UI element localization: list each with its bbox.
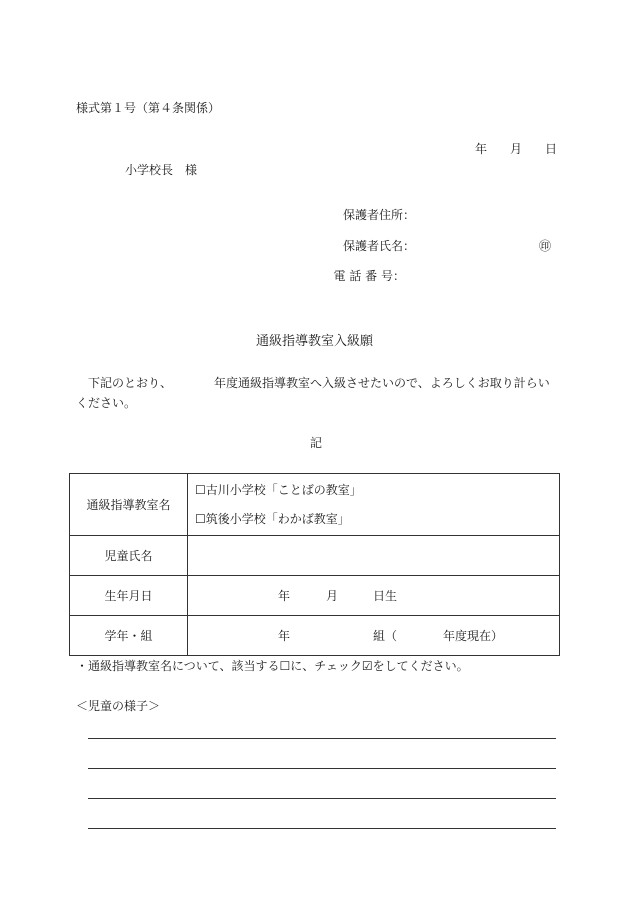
date-month: 月 <box>510 142 523 156</box>
application-table <box>69 473 560 656</box>
name-label: 保護者氏名： <box>342 239 415 253</box>
situation-line-3[interactable] <box>88 798 556 799</box>
birth-day-unit: 日生 <box>373 589 398 603</box>
grade-year-unit: 年 <box>278 629 291 643</box>
birth-month-unit: 月 <box>326 589 339 603</box>
birth-date-label: 生年月日 <box>70 576 188 616</box>
room-option-chikugo[interactable]: ☐筑後小学校「わかば教室」 <box>195 511 350 526</box>
grade-class-field[interactable] <box>188 616 560 656</box>
room-options-cell <box>188 474 560 536</box>
grade-class-unit: 組（ <box>373 629 398 643</box>
birth-year-unit: 年 <box>278 589 291 603</box>
body-text-line1: 下記のとおり、 年度通級指導教室へ入級させたいので、よろしくお取り計らい <box>88 376 550 390</box>
body-text-line2: ください。 <box>76 396 137 410</box>
grade-current-unit: 年度現在） <box>443 629 504 643</box>
seal-mark: ㊞ <box>539 239 552 253</box>
child-name-field[interactable] <box>188 536 560 576</box>
date-year: 年 <box>475 142 488 156</box>
date-line <box>0 143 630 157</box>
situation-line-1[interactable] <box>88 738 556 739</box>
situation-line-2[interactable] <box>88 768 556 769</box>
situation-heading: ＜児童の様子＞ <box>76 699 161 713</box>
birth-date-field[interactable] <box>188 576 560 616</box>
situation-line-4[interactable] <box>88 828 556 829</box>
document-title: 通級指導教室入級願 <box>256 334 374 349</box>
room-label: 通級指導教室名 <box>70 474 188 536</box>
form-number: 様式第１号（第４条関係） <box>76 101 221 115</box>
room-option-furukawa[interactable]: ☐古川小学校「ことばの教室」 <box>195 482 362 497</box>
ki-label: 記 <box>310 436 323 450</box>
addressee: 小学校長 様 <box>125 163 198 177</box>
grade-class-label: 学年・組 <box>70 616 188 656</box>
phone-label: 電 話 番 号： <box>333 269 405 283</box>
date-day: 日 <box>545 142 558 156</box>
check-note: ・通級指導教室名について、該当する☐に、チェック☑をしてください。 <box>76 659 469 673</box>
child-name-label: 児童氏名 <box>70 536 188 576</box>
address-label: 保護者住所： <box>342 208 415 222</box>
